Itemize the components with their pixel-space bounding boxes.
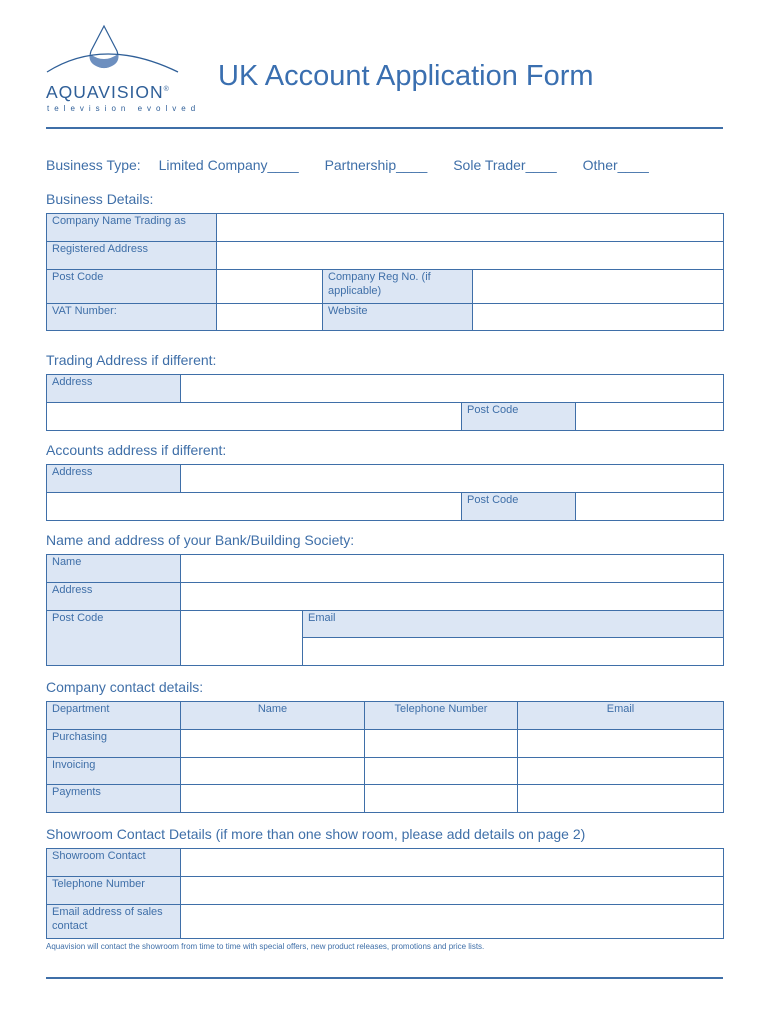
column-header-name: Name <box>181 702 365 730</box>
payments-email-field[interactable] <box>518 785 724 813</box>
payments-telephone-field[interactable] <box>365 785 518 813</box>
table-row <box>47 730 724 758</box>
option-limited-company[interactable]: Limited Company____ <box>158 157 299 173</box>
table-row <box>47 758 724 785</box>
registered-mark: ® <box>163 86 170 94</box>
showroom-table <box>46 848 724 939</box>
vat-number-field[interactable] <box>217 304 323 331</box>
purchasing-telephone-field[interactable] <box>365 730 518 758</box>
sales-email-label: Email address of sales contact <box>47 905 181 939</box>
trading-address-line2-field[interactable] <box>47 403 462 431</box>
trading-address-table <box>46 374 724 431</box>
accounts-post-code-field[interactable] <box>576 493 724 521</box>
bank-post-code-label: Post Code <box>47 611 181 666</box>
purchasing-name-field[interactable] <box>181 730 365 758</box>
column-header-department: Department <box>47 702 181 730</box>
business-details-heading: Business Details: <box>46 191 154 207</box>
table-row <box>47 785 724 813</box>
website-field[interactable] <box>473 304 724 331</box>
logo-tagline: television evolved <box>47 104 201 113</box>
sales-email-field[interactable] <box>181 905 724 939</box>
company-name-label: Company Name Trading as <box>47 214 217 242</box>
aquavision-logo <box>44 24 201 116</box>
department-invoicing: Invoicing <box>47 758 181 785</box>
company-reg-label: Company Reg No. (if applicable) <box>323 270 473 304</box>
bank-email-field[interactable] <box>303 638 724 666</box>
business-type-label: Business Type: <box>46 157 141 173</box>
contacts-table <box>46 701 724 813</box>
page-title: UK Account Application Form <box>218 60 594 92</box>
business-type-line <box>46 157 671 173</box>
bank-address-label: Address <box>47 583 181 611</box>
bank-address-field[interactable] <box>181 583 724 611</box>
showroom-contact-label: Showroom Contact <box>47 849 181 877</box>
accounts-address-label: Address <box>47 465 181 493</box>
bank-name-label: Name <box>47 555 181 583</box>
trading-post-code-label: Post Code <box>462 403 576 431</box>
bank-email-label: Email <box>303 611 724 638</box>
trading-post-code-field[interactable] <box>576 403 724 431</box>
vat-number-label: VAT Number: <box>47 304 217 331</box>
showroom-telephone-label: Telephone Number <box>47 877 181 905</box>
payments-name-field[interactable] <box>181 785 365 813</box>
bank-heading: Name and address of your Bank/Building Society: <box>46 532 355 548</box>
column-header-email: Email <box>518 702 724 730</box>
logo-wordmark: AQUAVISION <box>46 82 164 102</box>
option-other[interactable]: Other____ <box>582 157 649 173</box>
department-purchasing: Purchasing <box>47 730 181 758</box>
showroom-heading: Showroom Contact Details (if more than one show room, please add details on page 2) <box>46 826 586 842</box>
registered-address-label: Registered Address <box>47 242 217 270</box>
droplet-logo-icon <box>44 24 184 84</box>
accounts-address-table <box>46 464 724 521</box>
invoicing-name-field[interactable] <box>181 758 365 785</box>
footer-divider <box>46 977 723 979</box>
department-payments: Payments <box>47 785 181 813</box>
contacts-heading: Company contact details: <box>46 679 204 695</box>
bank-name-field[interactable] <box>181 555 724 583</box>
accounts-address-line2-field[interactable] <box>47 493 462 521</box>
column-header-telephone: Telephone Number <box>365 702 518 730</box>
trading-address-heading: Trading Address if different: <box>46 352 217 368</box>
footer-note: Aquavision will contact the showroom from time to time with special offers, new product releases, promotions and price lists. <box>46 942 485 951</box>
option-sole-trader[interactable]: Sole Trader____ <box>453 157 557 173</box>
showroom-telephone-field[interactable] <box>181 877 724 905</box>
registered-address-field[interactable] <box>217 242 724 270</box>
invoicing-email-field[interactable] <box>518 758 724 785</box>
company-name-field[interactable] <box>217 214 724 242</box>
invoicing-telephone-field[interactable] <box>365 758 518 785</box>
post-code-field[interactable] <box>217 270 323 304</box>
header-divider <box>46 127 723 129</box>
accounts-post-code-label: Post Code <box>462 493 576 521</box>
business-details-table <box>46 213 724 331</box>
post-code-label: Post Code <box>47 270 217 304</box>
bank-table <box>46 554 724 666</box>
option-partnership[interactable]: Partnership____ <box>324 157 428 173</box>
trading-address-label: Address <box>47 375 181 403</box>
accounts-address-heading: Accounts address if different: <box>46 442 227 458</box>
accounts-address-field[interactable] <box>181 465 724 493</box>
showroom-contact-field[interactable] <box>181 849 724 877</box>
bank-post-code-field[interactable] <box>181 611 303 666</box>
company-reg-field[interactable] <box>473 270 724 304</box>
website-label: Website <box>323 304 473 331</box>
trading-address-field[interactable] <box>181 375 724 403</box>
purchasing-email-field[interactable] <box>518 730 724 758</box>
